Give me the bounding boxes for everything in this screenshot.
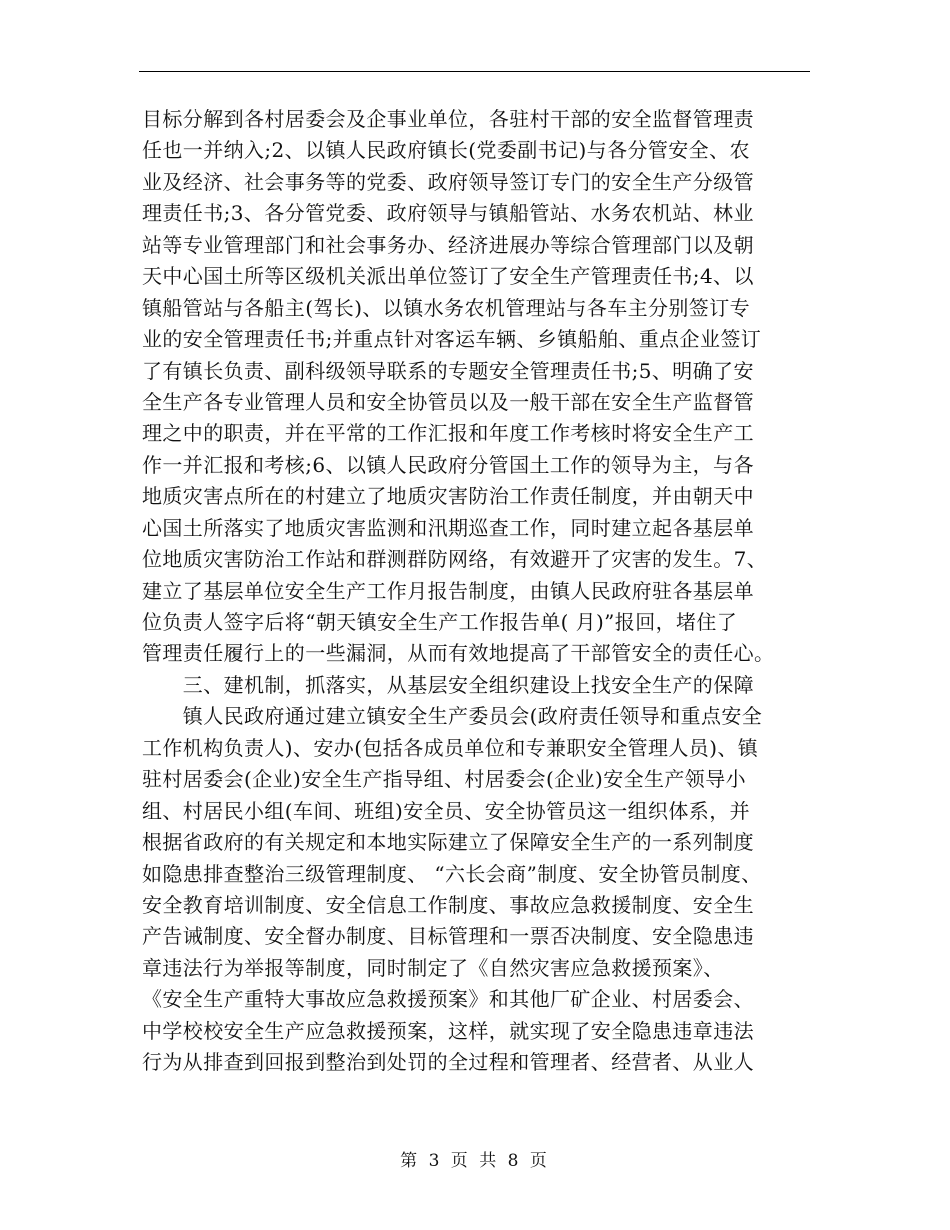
text-line: 章违法行为举报等制度，同时制定了《自然灾害应急救援预案》、: [142, 955, 724, 980]
text-line: 地质灾害点所在的村建立了地质灾害防治工作责任制度，并由朝天中: [142, 484, 754, 509]
text-line: 了有镇长负责、副科级领导联系的专题安全管理责任书;5、明确了安: [142, 358, 754, 383]
text-line: 建立了基层单位安全生产工作月报告制度，由镇人民政府驻各基层单: [142, 578, 754, 603]
text-line: 组、村居民小组(车间、班组)安全员、安全协管员这一组织体系，并: [142, 798, 751, 823]
text-line: 作一并汇报和考核;6、以镇人民政府分管国土工作的领导为主，与各: [142, 452, 754, 477]
text-line: 镇船管站与各船主(驾长)、以镇水务农机管理站与各车主分别签订专: [142, 295, 751, 320]
header-rule: [139, 71, 810, 72]
text-line: 理责任书;3、各分管党委、政府领导与镇船管站、水务农机站、林业: [142, 201, 754, 226]
text-line: 站等专业管理部门和社会事务办、经济进展办等综合管理部门以及朝: [142, 232, 754, 257]
text-line: 位地质灾害防治工作站和群测群防网络，有效避开了灾害的发生。7、: [142, 547, 768, 572]
text-line: 根据省政府的有关规定和本地实际建立了保障安全生产的一系列制度: [142, 830, 754, 855]
text-line: 驻村居委会(企业)安全生产指导组、村居委会(企业)安全生产领导小: [142, 767, 747, 792]
page-number: 第 3 页 共 8 页: [400, 1151, 550, 1171]
text-line: 心国土所落实了地质灾害监测和汛期巡查工作，同时建立起各基层单: [142, 515, 754, 540]
text-line: 镇人民政府通过建立镇安全生产委员会(政府责任领导和重点安全: [142, 704, 763, 729]
text-line: 安全教育培训制度、安全信息工作制度、事故应急救援制度、安全生: [142, 892, 754, 917]
text-line: 如隐患排查整治三级管理制度、 “六长会商”制度、安全协管员制度、: [142, 861, 762, 886]
text-line: 行为从排查到回报到整治到处罚的全过程和管理者、经营者、从业人: [142, 1050, 754, 1075]
text-line: 全生产各专业管理人员和安全协管员以及一般干部在安全生产监督管: [142, 389, 754, 414]
text-line: 工作机构负责人)、安办(包括各成员单位和专兼职安全管理人员)、镇: [142, 735, 759, 760]
text-line: 目标分解到各村居委会及企事业单位，各驻村干部的安全监督管理责: [142, 107, 754, 131]
text-line: 业及经济、社会事务等的党委、政府领导签订专门的安全生产分级管: [142, 169, 754, 194]
text-line: 位负责人签字后将“朝天镇安全生产工作报告单( 月)”报回，堵住了: [142, 610, 738, 634]
section-heading: 三、建机制，抓落实，从基层安全组织建设上找安全生产的保障: [142, 672, 754, 697]
text-line: 任也一并纳入;2、以镇人民政府镇长(党委副书记)与各分管安全、农: [142, 138, 750, 163]
text-line: 天中心国土所等区级机关派出单位签订了安全生产管理责任书;4、以: [142, 264, 754, 289]
text-line: 《安全生产重特大事故应急救援预案》和其他厂矿企业、村居委会、: [142, 987, 754, 1012]
text-line: 产告诫制度、安全督办制度、目标管理和一票否决制度、安全隐患违: [142, 924, 754, 949]
text-line: 管理责任履行上的一些漏洞，从而有效地提高了干部管安全的责任心。: [142, 641, 775, 666]
document-body: [142, 104, 822, 1079]
text-line: 业的安全管理责任书;并重点针对客运车辆、乡镇船舶、重点企业签订: [142, 327, 762, 352]
text-line: 中学校校安全生产应急救援预案，这样，就实现了安全隐患违章违法: [142, 1018, 754, 1043]
text-line: 理之中的职责，并在平常的工作汇报和年度工作考核时将安全生产工: [142, 421, 754, 446]
